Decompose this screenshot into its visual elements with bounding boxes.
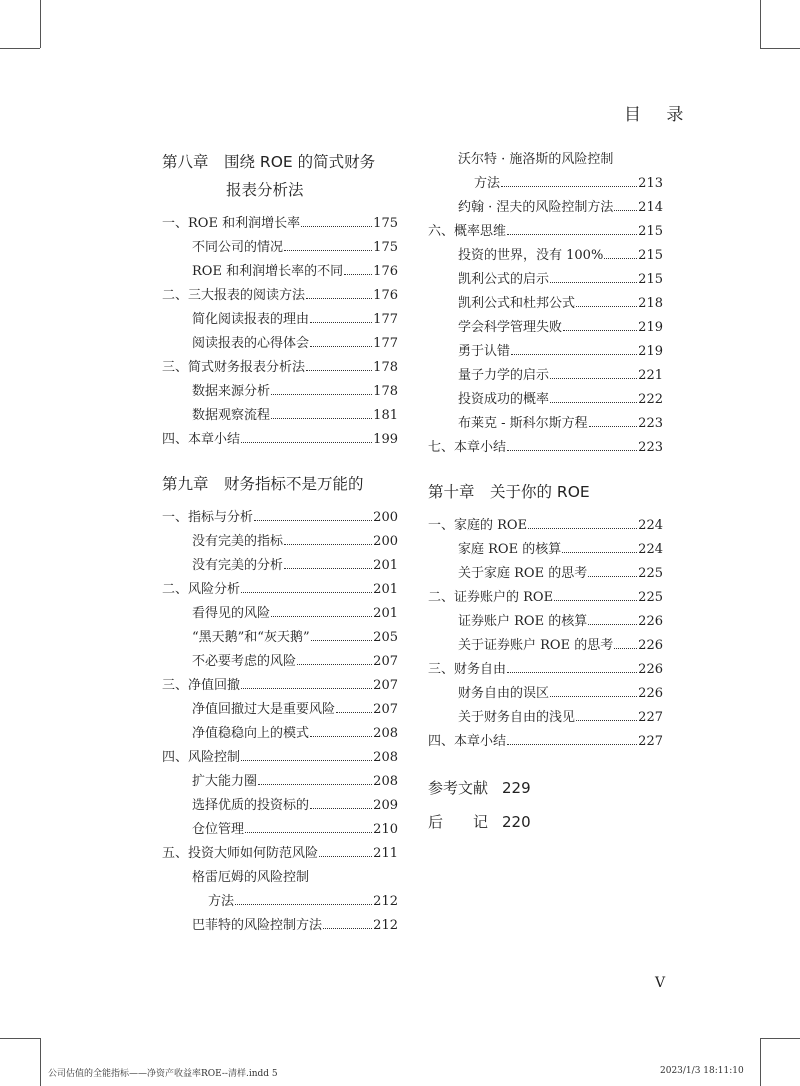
entry-page: 211 (373, 846, 398, 861)
chapter-heading (428, 478, 663, 506)
entry-title: 不必要考虑的风险 (192, 654, 297, 669)
entry-title: 关于家庭 ROE 的思考 (458, 566, 588, 581)
dot-leader (550, 378, 637, 379)
dot-leader (254, 520, 372, 521)
dot-leader (241, 688, 372, 689)
entry-page: 215 (638, 224, 663, 239)
dot-leader (576, 720, 637, 721)
chapter-heading (162, 148, 398, 204)
dot-leader (311, 640, 373, 641)
toc-entry[interactable] (428, 562, 663, 586)
dot-leader (284, 544, 372, 545)
entry-page: 210 (373, 822, 398, 837)
dot-leader (271, 616, 372, 617)
dot-leader (501, 186, 637, 187)
entry-title: 扩大能力圈 (192, 774, 258, 789)
entry-title: 三、简式财务报表分析法 (162, 360, 306, 375)
entry-title: 方法 (208, 894, 235, 909)
entry-title: 二、风险分析 (162, 582, 241, 597)
dot-leader (241, 592, 372, 593)
entry-title: 布莱克 - 斯科尔斯方程 (458, 416, 588, 431)
entry-page: 201 (373, 582, 398, 597)
entry-page: 213 (638, 176, 663, 191)
dot-leader (323, 928, 372, 929)
entry-title: 关于证券账户 ROE 的思考 (458, 638, 614, 653)
toc-entry[interactable] (162, 650, 398, 674)
entry-page: 226 (638, 614, 663, 629)
toc-entry[interactable] (162, 404, 398, 428)
toc-column-left (162, 148, 398, 938)
entry-title: 四、本章小结 (428, 734, 507, 749)
entry-page: 177 (373, 312, 398, 327)
entry-title: 学会科学管理失败 (458, 320, 563, 335)
entry-title: 沃尔特 · 施洛斯的风险控制 (458, 152, 614, 167)
chapter-title-cont: 报表分析法 (226, 181, 304, 199)
crop-mark (40, 0, 41, 48)
toc-entry[interactable] (162, 212, 398, 236)
dot-leader (562, 552, 637, 553)
dot-leader (507, 744, 637, 745)
entry-page: 223 (638, 416, 663, 431)
entry-page: 225 (638, 590, 663, 605)
toc-entry[interactable] (428, 244, 663, 268)
toc-entry[interactable] (428, 514, 663, 538)
toc-entry[interactable] (162, 332, 398, 356)
toc-entry[interactable] (162, 890, 398, 914)
toc-entry[interactable] (428, 292, 663, 316)
entry-title: 六、概率思维 (428, 224, 507, 239)
entry-page: 176 (373, 264, 398, 279)
entry-title: 一、家庭的 ROE (428, 518, 528, 533)
entry-page: 227 (638, 710, 663, 725)
toc-entry[interactable] (428, 172, 663, 196)
toc-entry[interactable] (428, 730, 663, 754)
chapter-title: 第九章 财务指标不是万能的 (162, 475, 364, 493)
toc-entry[interactable] (428, 388, 663, 412)
entry-page: 229 (502, 779, 531, 797)
entry-page: 207 (373, 678, 398, 693)
toc-entry[interactable] (162, 722, 398, 746)
entry-title: 净值稳稳向上的模式 (192, 726, 310, 741)
toc-entry[interactable] (428, 340, 663, 364)
dot-leader (310, 736, 372, 737)
chapter-title: 第十章 关于你的 ROE (428, 483, 590, 501)
toc-entry[interactable] (428, 658, 663, 682)
entry-title: 四、风险控制 (162, 750, 241, 765)
toc-entry[interactable] (162, 842, 398, 866)
toc-entry[interactable] (162, 794, 398, 818)
entry-page: 227 (638, 734, 663, 749)
entry-title: 数据观察流程 (192, 408, 271, 423)
toc-entry[interactable] (428, 586, 663, 610)
entry-title: 七、本章小结 (428, 440, 507, 455)
dot-leader (235, 904, 372, 905)
dot-leader (297, 664, 372, 665)
entry-page: 214 (638, 200, 663, 215)
entry-title: 五、投资大师如何防范风险 (162, 846, 319, 861)
chapter-heading (162, 470, 398, 498)
toc-entry[interactable] (428, 610, 663, 634)
dot-leader (344, 274, 372, 275)
dot-leader (271, 394, 372, 395)
entry-page: 224 (638, 542, 663, 557)
entry-title: 凯利公式和杜邦公式 (458, 296, 576, 311)
toc-entry[interactable] (162, 308, 398, 332)
entry-page: 225 (638, 566, 663, 581)
toc-entry[interactable] (428, 706, 663, 730)
dot-leader (301, 226, 372, 227)
entry-title: 数据来源分析 (192, 384, 271, 399)
toc-entry[interactable] (162, 260, 398, 284)
toc-entry-simple[interactable] (428, 808, 663, 836)
entry-title: 三、财务自由 (428, 662, 507, 677)
toc-entry[interactable] (162, 428, 398, 452)
entry-title: 投资成功的概率 (458, 392, 550, 407)
entry-title: 简化阅读报表的理由 (192, 312, 310, 327)
entry-page: 215 (638, 248, 663, 263)
dot-leader (241, 760, 372, 761)
entry-title: 证券账户 ROE 的核算 (458, 614, 588, 629)
entry-title: 二、证券账户的 ROE (428, 590, 554, 605)
entry-page: 223 (638, 440, 663, 455)
entry-title: 参考文献 (428, 779, 489, 797)
entry-title: 勇于认错 (458, 344, 511, 359)
entry-page: 208 (373, 726, 398, 741)
dot-leader (550, 696, 637, 697)
entry-page: 226 (638, 686, 663, 701)
slug-timestamp: 2023/1/3 18:11:10 (660, 1066, 744, 1076)
dot-leader (284, 250, 372, 251)
entry-page: 212 (373, 918, 398, 933)
entry-title: 关于财务自由的浅见 (458, 710, 576, 725)
entry-page: 199 (373, 432, 398, 447)
toc-entry[interactable] (428, 634, 663, 658)
toc-entry[interactable] (162, 746, 398, 770)
entry-page: 224 (638, 518, 663, 533)
entry-page: 178 (373, 360, 398, 375)
entry-page: 175 (373, 216, 398, 231)
entry-page: 178 (373, 384, 398, 399)
dot-leader (245, 832, 372, 833)
toc-entry[interactable] (162, 356, 398, 380)
dot-leader (614, 648, 637, 649)
crop-mark (0, 48, 40, 49)
dot-leader (563, 330, 637, 331)
crop-mark (760, 48, 800, 49)
entry-page: 219 (638, 320, 663, 335)
dot-leader (310, 322, 372, 323)
entry-page: 207 (373, 654, 398, 669)
entry-page: 181 (373, 408, 398, 423)
entry-title: 凯利公式的启示 (458, 272, 550, 287)
entry-title: 投资的世界，没有 100% (458, 248, 604, 263)
toc-entry[interactable] (162, 236, 398, 260)
entry-page: 219 (638, 344, 663, 359)
dot-leader (614, 210, 637, 211)
dot-leader (284, 568, 372, 569)
entry-title: 净值回撤过大是重要风险 (192, 702, 336, 717)
entry-page: 200 (373, 510, 398, 525)
entry-page: 201 (373, 558, 398, 573)
entry-title: 一、指标与分析 (162, 510, 254, 525)
dot-leader (604, 258, 637, 259)
toc-entry[interactable] (428, 538, 663, 562)
entry-title: 约翰 · 涅夫的风险控制方法 (458, 200, 614, 215)
toc-entry[interactable] (428, 316, 663, 340)
entry-title: 三、净值回撤 (162, 678, 241, 693)
entry-title: 选择优质的投资标的 (192, 798, 310, 813)
toc-entry[interactable] (428, 436, 663, 460)
entry-page: 208 (373, 774, 398, 789)
dot-leader (306, 370, 372, 371)
entry-title: 仓位管理 (192, 822, 245, 837)
entry-title: 格雷厄姆的风险控制 (192, 870, 310, 885)
toc-entry[interactable] (162, 674, 398, 698)
toc-entry[interactable] (162, 626, 398, 650)
toc-entry[interactable] (162, 602, 398, 626)
dot-leader (310, 346, 372, 347)
entry-title: 四、本章小结 (162, 432, 241, 447)
running-header: 目 录 (624, 105, 694, 125)
entry-title: 不同公司的情况 (192, 240, 284, 255)
entry-title: 家庭 ROE 的核算 (458, 542, 562, 557)
entry-title: 没有完美的指标 (192, 534, 284, 549)
toc-entry[interactable] (428, 196, 663, 220)
toc-entry[interactable] (428, 148, 663, 172)
slug-filename: 公司估值的全能指标——净资产收益率ROE--清样.indd 5 (48, 1069, 278, 1079)
toc-entry[interactable] (162, 914, 398, 938)
chapter-title: 第八章 围绕 ROE 的简式财务 (162, 153, 376, 171)
toc-entry[interactable] (428, 268, 663, 292)
page-number: V (655, 975, 666, 991)
toc-column-right (428, 148, 663, 836)
entry-page: 215 (638, 272, 663, 287)
entry-page: 226 (638, 662, 663, 677)
toc-entry[interactable] (162, 380, 398, 404)
entry-title: “黑天鹅”和“灰天鹅” (192, 630, 310, 645)
entry-page: 205 (373, 630, 398, 645)
toc-entry[interactable] (428, 220, 663, 244)
dot-leader (507, 672, 637, 673)
dot-leader (319, 856, 372, 857)
entry-page: 220 (502, 813, 531, 831)
dot-leader (528, 528, 637, 529)
dot-leader (550, 282, 637, 283)
entry-page: 209 (373, 798, 398, 813)
toc-entry[interactable] (162, 578, 398, 602)
dot-leader (589, 426, 638, 427)
entry-title: 方法 (474, 176, 501, 191)
entry-page: 208 (373, 750, 398, 765)
dot-leader (588, 624, 637, 625)
entry-title: 阅读报表的心得体会 (192, 336, 310, 351)
toc-entry[interactable] (162, 554, 398, 578)
crop-mark (760, 0, 761, 48)
entry-page: 201 (373, 606, 398, 621)
entry-page: 176 (373, 288, 398, 303)
entry-title: 量子力学的启示 (458, 368, 550, 383)
dot-leader (507, 450, 637, 451)
entry-page: 207 (373, 702, 398, 717)
entry-page: 226 (638, 638, 663, 653)
dot-leader (588, 576, 637, 577)
entry-page: 212 (373, 894, 398, 909)
entry-title: ROE 和利润增长率的不同 (192, 264, 344, 279)
entry-title: 看得见的风险 (192, 606, 271, 621)
entry-page: 200 (373, 534, 398, 549)
dot-leader (271, 418, 372, 419)
dot-leader (306, 298, 372, 299)
dot-leader (550, 402, 637, 403)
dot-leader (336, 712, 372, 713)
dot-leader (507, 234, 637, 235)
entry-title: 巴菲特的风险控制方法 (192, 918, 323, 933)
entry-title: 没有完美的分析 (192, 558, 284, 573)
entry-title: 财务自由的误区 (458, 686, 550, 701)
toc-entry-simple[interactable] (428, 774, 663, 802)
toc-entry[interactable] (162, 770, 398, 794)
dot-leader (241, 442, 372, 443)
dot-leader (576, 306, 637, 307)
dot-leader (310, 808, 372, 809)
crop-mark (0, 1038, 40, 1039)
entry-page: 221 (638, 368, 663, 383)
crop-mark (760, 1038, 800, 1039)
toc-entry[interactable] (162, 530, 398, 554)
dot-leader (511, 354, 637, 355)
entry-page: 218 (638, 296, 663, 311)
entry-title: 二、三大报表的阅读方法 (162, 288, 306, 303)
crop-mark (40, 1038, 41, 1086)
entry-page: 177 (373, 336, 398, 351)
toc-entry[interactable] (428, 412, 663, 436)
entry-page: 222 (638, 392, 663, 407)
toc-entry[interactable] (162, 866, 398, 890)
dot-leader (258, 784, 372, 785)
entry-title: 后 记 (428, 813, 489, 831)
crop-mark (760, 1038, 761, 1086)
entry-title: 一、ROE 和利润增长率 (162, 216, 301, 231)
entry-page: 175 (373, 240, 398, 255)
toc-entry[interactable] (162, 284, 398, 308)
toc-entry[interactable] (162, 698, 398, 722)
toc-entry[interactable] (162, 818, 398, 842)
toc-entry[interactable] (428, 364, 663, 388)
toc-entry[interactable] (428, 682, 663, 706)
toc-entry[interactable] (162, 506, 398, 530)
dot-leader (554, 600, 637, 601)
